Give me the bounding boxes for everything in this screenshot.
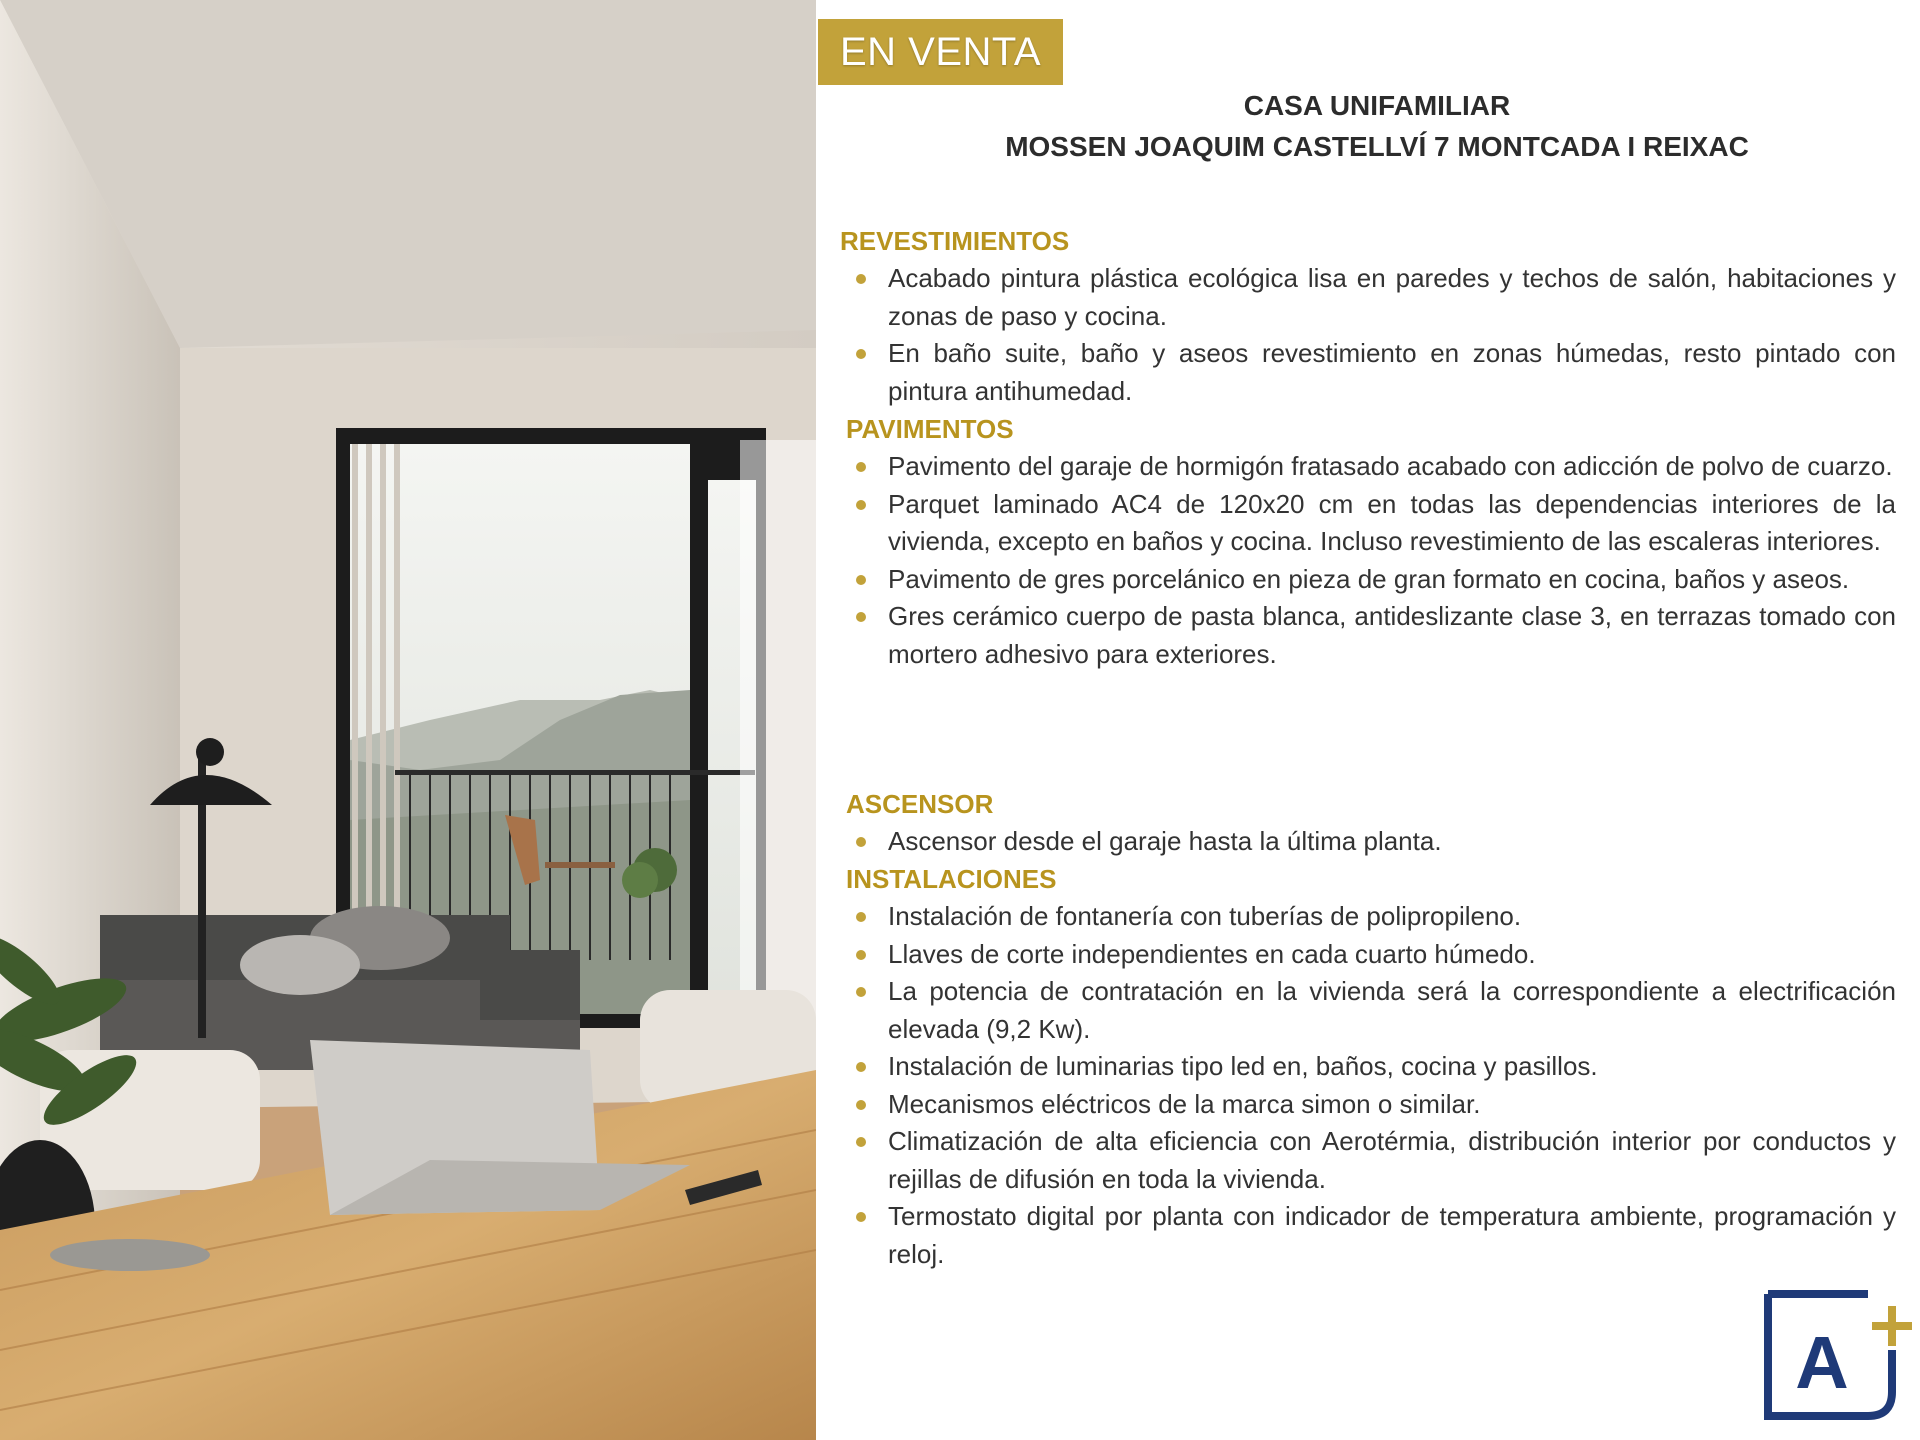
bullet-dot-icon <box>856 500 866 510</box>
list-item <box>852 823 1896 861</box>
logo-letter: A <box>1795 1321 1849 1404</box>
ascensor-list <box>852 823 1896 861</box>
living-room-illustration <box>0 0 816 1440</box>
list-item-text: Climatización de alta eficiencia con Aerotérmia, distribución interior por conductos y rejillas de difusión en toda la vivienda. <box>888 1126 1896 1194</box>
for-sale-badge: EN VENTA <box>818 19 1063 85</box>
list-item-text: Pavimento del garaje de hormigón fratasado acabado con adicción de polvo de cuarzo. <box>888 451 1893 481</box>
bullet-dot-icon <box>856 462 866 472</box>
list-item <box>852 1048 1896 1086</box>
bullet-dot-icon <box>856 1137 866 1147</box>
property-type-title: CASA UNIFAMILIAR <box>1243 90 1511 121</box>
bullet-dot-icon <box>856 612 866 622</box>
property-address: MOSSEN JOAQUIM CASTELLVÍ 7 MONTCADA I REIXAC <box>1005 131 1749 162</box>
list-item-text: La potencia de contratación en la vivienda será la correspondiente a electrificación elevada (9,2 Kw). <box>888 976 1896 1044</box>
a-plus-logo-icon <box>1764 1288 1912 1422</box>
list-item-text: Termostato digital por planta con indicador de temperatura ambiente, programación y reloj. <box>888 1201 1896 1269</box>
bullet-dot-icon <box>856 1100 866 1110</box>
section-heading-ascensor: ASCENSOR <box>846 789 994 819</box>
instalaciones-list <box>852 898 1896 1273</box>
list-item-text: En baño suite, baño y aseos revestimiento en zonas húmedas, resto pintado con pintura antihumedad. <box>888 338 1896 406</box>
revestimientos-list <box>852 260 1896 410</box>
list-item-text: Instalación de fontanería con tuberías de polipropileno. <box>888 901 1522 931</box>
list-item-text: Ascensor desde el garaje hasta la última planta. <box>888 826 1442 856</box>
bullet-dot-icon <box>856 575 866 585</box>
list-item <box>852 973 1896 1048</box>
list-item <box>852 448 1896 486</box>
section-heading-revestimientos: REVESTIMIENTOS <box>840 226 1070 256</box>
list-item-text: Llaves de corte independientes en cada cuarto húmedo. <box>888 938 1536 969</box>
section-heading-pavimentos: PAVIMENTOS <box>846 414 1014 444</box>
bullet-dot-icon <box>856 950 866 960</box>
list-item <box>852 335 1896 410</box>
interior-photo <box>0 0 816 1440</box>
list-item <box>852 898 1896 936</box>
list-item-text: Acabado pintura plástica ecológica lisa en paredes y techos de salón, habitaciones y zonas de paso y cocina. <box>888 263 1896 331</box>
bullet-dot-icon <box>856 837 866 847</box>
list-item-text: Gres cerámico cuerpo de pasta blanca, antideslizante clase 3, en terrazas tomado con mortero adhesivo para exteriores. <box>888 601 1896 669</box>
section-heading-instalaciones: INSTALACIONES <box>846 864 1057 894</box>
bullet-dot-icon <box>856 987 866 997</box>
list-item <box>852 1086 1896 1124</box>
bullet-dot-icon <box>856 1062 866 1072</box>
list-item <box>852 561 1896 599</box>
list-item <box>852 1198 1896 1273</box>
list-item-text: Instalación de luminarias tipo led en, baños, cocina y pasillos. <box>888 1051 1598 1081</box>
list-item-text: Mecanismos eléctricos de la marca simon o similar. <box>888 1088 1481 1119</box>
list-item <box>852 260 1896 335</box>
list-item <box>852 936 1896 974</box>
bullet-dot-icon <box>856 349 866 359</box>
list-item <box>852 1123 1896 1198</box>
bullet-dot-icon <box>856 274 866 284</box>
list-item-text: Parquet laminado AC4 de 120x20 cm en todas las dependencias interiores de la vivienda, excepto en baños y cocina. Incluso revestimiento de las escaleras interiores. <box>888 488 1896 556</box>
bullet-dot-icon <box>856 912 866 922</box>
list-item <box>852 486 1896 561</box>
pavimentos-list <box>852 448 1896 673</box>
bullet-dot-icon <box>856 1212 866 1222</box>
list-item <box>852 598 1896 673</box>
list-item-text: Pavimento de gres porcelánico en pieza de gran formato en cocina, baños y aseos. <box>888 563 1850 594</box>
